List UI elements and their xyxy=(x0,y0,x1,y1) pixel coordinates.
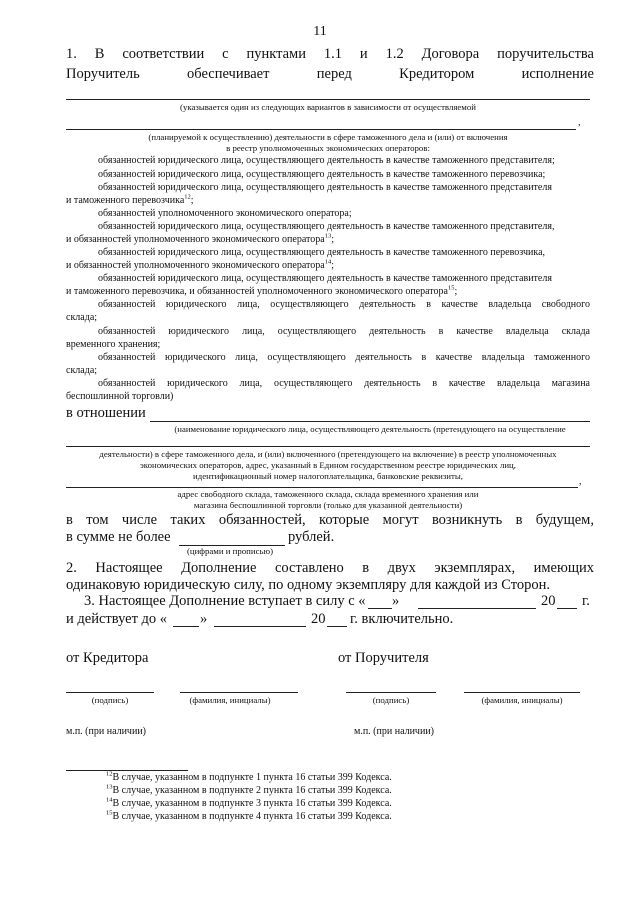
obligation-type-line-2[interactable] xyxy=(66,129,576,130)
obligation-type-line[interactable] xyxy=(66,99,590,100)
option-6: обязанностей юридического лица, осуществляющего деятельность в качестве таможенного перевозчика, xyxy=(98,247,546,258)
option-11-cont: беспошлинной торговли) xyxy=(66,391,174,402)
option-8-cont: склада; xyxy=(66,312,98,323)
end-month-line[interactable] xyxy=(214,626,306,627)
company-name-line[interactable] xyxy=(150,421,590,422)
option-4: обязанностей уполномоченного экономического оператора; xyxy=(98,208,352,219)
from-creditor: от Кредитора xyxy=(66,650,149,666)
sum-prefix: в сумме не более xyxy=(66,529,171,545)
clause3-line1c: 20 xyxy=(541,593,556,609)
company-name-line-2[interactable] xyxy=(66,446,590,447)
company-name-hint: (наименование юридического лица, осуществляющего деятельность (претендующего на осуществление xyxy=(174,424,566,434)
option-8: обязанностей юридического лица, осуществляющего деятельность в качестве владельца свободного xyxy=(98,299,590,310)
company-name-hint-cont3: идентификационный номер налогоплательщика, банковские реквизиты, xyxy=(193,471,463,481)
footnote-ref-15: 15 xyxy=(447,284,455,292)
guarantor-signature-hint: (подпись) xyxy=(372,695,410,705)
creditor-name-hint: (фамилия, инициалы) xyxy=(189,695,271,705)
option-9: обязанностей юридического лица, осуществляющего деятельность в качестве владельца склада xyxy=(98,326,590,337)
option-11: обязанностей юридического лица, осуществляющего деятельность в качестве владельца магазина xyxy=(98,378,590,389)
option-9-cont: временного хранения; xyxy=(66,339,161,350)
footnote-ref-14: 14 xyxy=(324,258,332,266)
comma-2: , xyxy=(579,476,582,487)
guarantor-name-line[interactable] xyxy=(464,692,580,693)
start-day-line[interactable] xyxy=(368,608,392,609)
end-year-line[interactable] xyxy=(327,626,347,627)
option-3-cont: и таможенного перевозчика$^{12}$; xyxy=(66,193,194,206)
page-number: 11 xyxy=(313,24,327,39)
clause3-line2a: и действует до « xyxy=(66,611,168,627)
obligation-hint-cont: (планируемой к осуществлению) деятельности в сфере таможенного дела и (или) от включения xyxy=(148,132,508,142)
address-hint-2: магазина беспошлинной торговли (только для указанной деятельности) xyxy=(193,500,463,510)
sum-hint: (цифрами и прописью) xyxy=(186,546,274,556)
creditor-name-line[interactable] xyxy=(180,692,298,693)
footnote-15: $^{15}$В случае, указанном в подпункте 4 пункта 16 статьи 399 Кодекса. xyxy=(106,809,392,822)
option-10-cont: склада; xyxy=(66,365,98,376)
creditor-signature-hint: (подпись) xyxy=(91,695,129,705)
footnote-13: $^{13}$В случае, указанном в подпункте 2 пункта 16 статьи 399 Кодекса. xyxy=(106,783,392,796)
clause3-line2b: » xyxy=(200,611,208,627)
option-5-cont: и обязанностей уполномоченного экономического оператора$^{13}$; xyxy=(66,232,334,245)
guarantor-name-hint: (фамилия, инициалы) xyxy=(481,695,563,705)
clause3-line1a: 3. Настоящее Дополнение вступает в силу с « xyxy=(84,593,366,609)
clause2-line2: одинаковую юридическую силу, по одному экземпляру для каждой из Сторон. xyxy=(66,577,551,593)
start-month-line[interactable] xyxy=(418,608,536,609)
address-hint-1: адрес свободного склада, таможенного склада, склада временного хранения или xyxy=(177,489,479,499)
option-3: обязанностей юридического лица, осуществляющего деятельность в качестве таможенного представителя xyxy=(98,182,552,193)
obligation-hint: (указывается один из следующих вариантов в зависимости от осуществляемой xyxy=(180,102,476,112)
guarantor-signature-line[interactable] xyxy=(346,692,436,693)
clause3-line2d: г. включительно. xyxy=(350,611,454,627)
option-7-cont: и таможенного перевозчика, и обязанностей уполномоченного экономического оператора$^{15}$; xyxy=(66,284,458,297)
company-name-hint-cont1: деятельности) в сфере таможенного дела, и (или) включенного (претендующего на включение) в реестр уполномоченных xyxy=(99,449,557,459)
option-6-cont: и обязанностей уполномоченного экономического оператора$^{14}$; xyxy=(66,258,334,271)
start-year-line[interactable] xyxy=(557,608,577,609)
comma: , xyxy=(578,117,581,128)
company-name-hint-cont2: экономических операторов, адрес, указанный в Едином государственном реестре юридических лиц, xyxy=(140,460,516,470)
sum-suffix: рублей. xyxy=(288,529,335,545)
creditor-seal: м.п. (при наличии) xyxy=(66,726,146,737)
clause3-line1b: » xyxy=(392,593,400,609)
clause3-line1d: г. xyxy=(582,593,590,609)
creditor-signature-line[interactable] xyxy=(66,692,154,693)
end-day-line[interactable] xyxy=(173,626,199,627)
footnote-12: $^{12}$В случае, указанном в подпункте 1 пункта 16 статьи 399 Кодекса. xyxy=(106,770,392,783)
clause3-line2c: 20 xyxy=(311,611,326,627)
guarantor-seal: м.п. (при наличии) xyxy=(354,726,434,737)
future-obligations-line: в том числе таких обязанностей, которые могут возникнуть в будущем, xyxy=(66,512,594,528)
from-guarantor: от Поручителя xyxy=(338,650,429,666)
clause1-line2: Поручитель обеспечивает перед Кредитором исполнение xyxy=(66,66,594,82)
in-respect-label: в отношении xyxy=(66,405,146,421)
clause2-line1: 2. Настоящее Дополнение составлено в двух экземплярах, имеющих xyxy=(66,560,594,576)
footnote-ref-13: 13 xyxy=(324,232,332,240)
address-line[interactable] xyxy=(66,487,578,488)
option-10: обязанностей юридического лица, осуществляющего деятельность в качестве владельца таможенного xyxy=(98,352,590,363)
footnote-ref-12: 12 xyxy=(184,193,191,201)
option-1: обязанностей юридического лица, осуществляющего деятельность в качестве таможенного представителя; xyxy=(98,155,555,166)
clause1-line1: 1. В соответствии с пунктами 1.1 и 1.2 Договора поручительства xyxy=(66,46,594,62)
footnote-14: $^{14}$В случае, указанном в подпункте 3 пункта 16 статьи 399 Кодекса. xyxy=(106,796,392,809)
obligation-hint-cont2: в реестр уполномоченных экономических операторов: xyxy=(226,143,430,153)
option-7: обязанностей юридического лица, осуществляющего деятельность в качестве таможенного представителя xyxy=(98,273,552,284)
footnote-separator xyxy=(66,770,188,771)
option-2: обязанностей юридического лица, осуществляющего деятельность в качестве таможенного перевозчика; xyxy=(98,169,546,180)
option-5: обязанностей юридического лица, осуществляющего деятельность в качестве таможенного представителя, xyxy=(98,221,555,232)
